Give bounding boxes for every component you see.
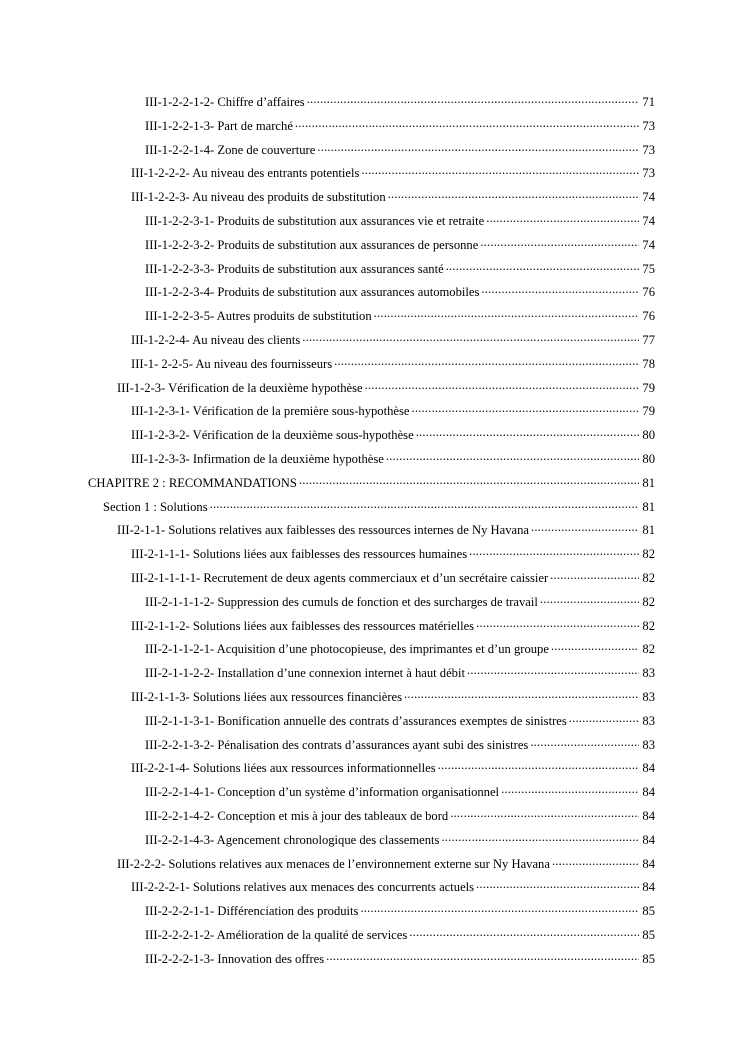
toc-entry-title: III-1-2-2-3- Au niveau des produits de substitution [131, 190, 386, 205]
toc-entry[interactable] [145, 95, 655, 115]
toc-entry[interactable] [131, 404, 655, 424]
toc-leader-dots [569, 711, 639, 726]
toc-entry[interactable] [145, 119, 655, 139]
toc-entry[interactable] [145, 809, 655, 829]
toc-entry-page-number: 84 [642, 785, 655, 800]
toc-entry-title: III-2-2-2- Solutions relatives aux menaces de l’environnement externe sur Ny Havana [117, 856, 550, 871]
toc-entry-page-number: 73 [642, 142, 655, 157]
toc-entry[interactable] [145, 714, 655, 734]
toc-entry-title: III-2-1-1-1-1- Recrutement de deux agents commerciaux et d’un secrétaire caissier [131, 571, 549, 585]
toc-entry[interactable] [145, 595, 655, 615]
toc-entry-page-number: 73 [642, 166, 655, 181]
toc-leader-dots [302, 330, 639, 345]
toc-entry-title: III-1-2-3-1- Vérification de la première sous-hypothèse [131, 404, 410, 419]
toc-entry-page-number: 75 [642, 261, 655, 276]
toc-leader-dots [476, 877, 639, 892]
toc-entry[interactable] [131, 452, 655, 472]
toc-leader-dots [326, 949, 639, 964]
toc-entry-page-number: 79 [642, 380, 655, 395]
toc-leader-dots [317, 140, 639, 155]
toc-entry-page-number: 74 [642, 237, 655, 252]
toc-entry[interactable] [103, 500, 655, 520]
toc-entry-page-number: 81 [642, 475, 655, 490]
toc-entry[interactable] [131, 190, 655, 210]
toc-entry[interactable] [145, 904, 655, 924]
toc-entry-page-number: 79 [642, 404, 655, 419]
toc-leader-dots [441, 830, 639, 845]
toc-entry[interactable] [131, 357, 655, 377]
toc-entry[interactable] [145, 785, 655, 805]
toc-leader-dots [540, 592, 639, 607]
toc-entry-page-number: 82 [642, 547, 655, 562]
toc-leader-dots [530, 735, 639, 750]
toc-entry[interactable] [145, 214, 655, 234]
toc-entry-page-number: 83 [642, 666, 655, 681]
toc-entry-title: III-1-2-3- Vérification de la deuxième hypothèse [117, 380, 363, 395]
toc-entry-page-number: 85 [642, 951, 655, 966]
toc-entry-title: III-1-2-3-3- Infirmation de la deuxième hypothèse [131, 452, 384, 466]
toc-leader-dots [374, 306, 639, 321]
toc-entry-page-number: 83 [642, 690, 655, 704]
toc-entry-title: III-2-1-1-3- Solutions liées aux ressources financières [131, 690, 403, 704]
toc-entry-title: III-2-1-1-2-2- Installation d’une connexion internet à haut débit [145, 666, 465, 681]
toc-entry-page-number: 76 [642, 309, 655, 324]
toc-leader-dots [551, 639, 639, 654]
toc-entry-title: III-2-1-1-2- Solutions liées aux faiblesses des ressources matérielles [131, 618, 475, 633]
toc-leader-dots [386, 449, 639, 464]
toc-entry-title: III-1-2-2-1-4- Zone de couverture [145, 142, 316, 157]
toc-leader-dots [486, 211, 639, 226]
toc-entry-title: III-2-2-1-4-3- Agencement chronologique des classements [145, 832, 440, 847]
toc-entry-page-number: 80 [642, 452, 655, 466]
toc-entry-page-number: 83 [642, 713, 655, 728]
toc-entry[interactable] [117, 523, 655, 543]
toc-entry[interactable] [117, 381, 655, 401]
toc-entry-page-number: 73 [642, 118, 655, 133]
toc-entry-title: Section 1 : Solutions [103, 499, 208, 514]
toc-leader-dots [476, 616, 639, 631]
toc-entry-title: III-1-2-2-1-3- Part de marché [145, 118, 293, 133]
toc-entry-page-number: 84 [642, 761, 655, 776]
toc-entry-title: III-2-2-2-1-1- Différenciation des produits [145, 904, 359, 919]
toc-entry-title: III-1-2-2-3-4- Produits de substitution aux assurances automobiles [145, 285, 480, 300]
toc-leader-dots [295, 116, 639, 131]
toc-entry-title: III-2-2-2-1-2- Amélioration de la qualité de services [145, 928, 408, 942]
toc-entry[interactable] [131, 166, 655, 186]
toc-entry-title: III-1- 2-2-5- Au niveau des fournisseurs [131, 356, 333, 371]
toc-leader-dots [334, 354, 639, 369]
toc-entry-title: III-2-2-1-4- Solutions liées aux ressources informationnelles [131, 761, 436, 776]
toc-entry[interactable] [131, 880, 655, 900]
toc-entry[interactable] [117, 857, 655, 877]
toc-entry-title: III-2-1-1-2-1- Acquisition d’une photocopieuse, des imprimantes et d’un groupe [145, 642, 549, 657]
toc-entry-page-number: 74 [642, 214, 655, 228]
toc-leader-dots [531, 520, 639, 535]
toc-entry-page-number: 81 [642, 523, 655, 538]
toc-entry-page-number: 81 [642, 499, 655, 514]
toc-leader-dots [210, 497, 639, 512]
toc-entry-page-number: 77 [642, 333, 655, 347]
toc-entry-page-number: 85 [642, 928, 655, 942]
toc-entry-title: III-2-2-2-1- Solutions relatives aux menaces des concurrents actuels [131, 880, 475, 895]
toc-entry-page-number: 82 [642, 642, 655, 657]
toc-leader-dots [307, 92, 639, 107]
toc-leader-dots [446, 259, 639, 274]
toc-entry[interactable] [145, 309, 655, 329]
toc-entry[interactable] [145, 262, 655, 282]
toc-leader-dots [467, 663, 639, 678]
toc-entry-page-number: 82 [642, 618, 655, 633]
toc-entry[interactable] [145, 738, 655, 758]
toc-leader-dots [481, 282, 639, 297]
toc-entry[interactable] [131, 690, 655, 710]
toc-leader-dots [365, 378, 639, 393]
toc-entry[interactable] [88, 476, 655, 496]
toc-entry-page-number: 84 [642, 809, 655, 823]
toc-entry[interactable] [131, 333, 655, 353]
toc-entry-title: III-2-2-1-3-2- Pénalisation des contrats d’assurances ayant subi des sinistres [145, 737, 529, 752]
toc-leader-dots [388, 187, 639, 202]
toc-entry[interactable] [145, 666, 655, 686]
toc-entry-page-number: 74 [642, 190, 655, 205]
toc-leader-dots [469, 544, 639, 559]
toc-entry[interactable] [145, 143, 655, 163]
toc-entry[interactable] [145, 285, 655, 305]
toc-entry-title: III-2-1-1-1- Solutions liées aux faiblesses des ressources humaines [131, 547, 468, 562]
toc-entry[interactable] [131, 619, 655, 639]
toc-leader-dots [409, 925, 639, 940]
toc-leader-dots [550, 568, 639, 583]
toc-entry-page-number: 85 [642, 904, 655, 919]
toc-entry[interactable] [145, 642, 655, 662]
toc-entry-page-number: 83 [642, 737, 655, 752]
toc-entry-title: III-2-2-1-4-2- Conception et mis à jour des tableaux de bord [145, 809, 449, 823]
toc-entry[interactable] [145, 952, 655, 972]
toc-entry[interactable] [145, 833, 655, 853]
toc-leader-dots [552, 854, 639, 869]
toc-entry-title: III-1-2-3-2- Vérification de la deuxième sous-hypothèse [131, 428, 414, 443]
toc-entry[interactable] [131, 547, 655, 567]
toc-leader-dots [450, 806, 639, 821]
toc-entry-title: III-2-2-2-1-3- Innovation des offres [145, 951, 325, 966]
toc-leader-dots [299, 473, 639, 488]
toc-leader-dots [480, 235, 639, 250]
toc-entry-page-number: 76 [642, 285, 655, 300]
toc-entry-title: III-1-2-2-3-1- Produits de substitution aux assurances vie et retraite [145, 214, 485, 228]
toc-entry-title: III-1-2-2-4- Au niveau des clients [131, 333, 301, 347]
toc-leader-dots [501, 782, 639, 797]
toc-entry[interactable] [131, 428, 655, 448]
toc-entry-title: III-2-1-1-1-2- Suppression des cumuls de fonction et des surcharges de travail [145, 594, 538, 609]
toc-leader-dots [438, 758, 639, 773]
toc-entry[interactable] [131, 761, 655, 781]
toc-entry-title: CHAPITRE 2 : RECOMMANDATIONS [88, 475, 297, 490]
toc-entry-page-number: 78 [642, 356, 655, 371]
toc-entry[interactable] [145, 238, 655, 258]
toc-entry-page-number: 84 [642, 856, 655, 871]
toc-entry-title: III-2-1-1- Solutions relatives aux faiblesses des ressources internes de Ny Havana [117, 523, 529, 538]
toc-entry-page-number: 71 [642, 95, 655, 109]
toc-entry-title: III-1-2-2-3-5- Autres produits de substitution [145, 309, 372, 324]
toc-leader-dots [404, 687, 639, 702]
toc-entry-title: III-1-2-2-3-3- Produits de substitution aux assurances santé [145, 261, 444, 276]
toc-entry-title: III-2-2-1-4-1- Conception d’un système d’information organisationnel [145, 785, 500, 800]
toc-entry-title: III-1-2-2-1-2- Chiffre d’affaires [145, 95, 305, 109]
toc-entry-page-number: 84 [642, 832, 655, 847]
toc-leader-dots [360, 901, 639, 916]
toc-leader-dots [411, 401, 639, 416]
toc-entry-page-number: 80 [642, 428, 655, 443]
toc-entry-page-number: 84 [642, 880, 655, 895]
toc-leader-dots [416, 425, 639, 440]
toc-entry[interactable] [131, 571, 655, 591]
toc-entry[interactable] [145, 928, 655, 948]
toc-entry-title: III-1-2-2-3-2- Produits de substitution aux assurances de personne [145, 237, 479, 252]
toc-entry-title: III-1-2-2-2- Au niveau des entrants potentiels [131, 166, 360, 181]
toc-leader-dots [361, 163, 639, 178]
toc-entry-page-number: 82 [642, 594, 655, 609]
toc-entry-title: III-2-1-1-3-1- Bonification annuelle des contrats d’assurances exemptes de sinistres [145, 713, 567, 728]
toc-entry-page-number: 82 [642, 571, 655, 585]
